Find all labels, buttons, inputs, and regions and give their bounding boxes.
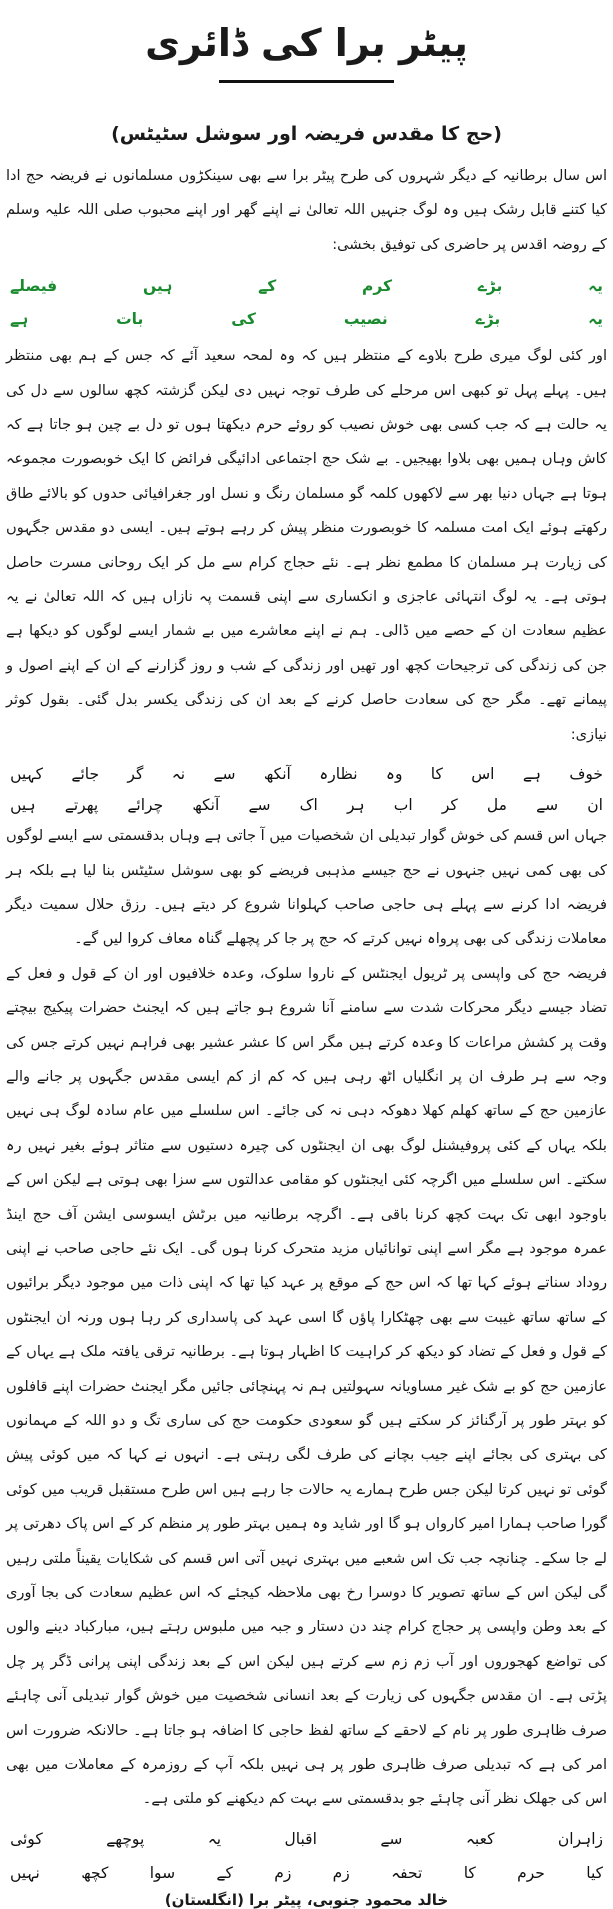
paragraph-body-2: جہاں اس قسم کی خوش گوار تبدیلی ان شخصیات میں آ جاتی ہے وہاں بدقسمتی سے ایسے لوگوں کی بھی کمی نہیں جنہوں نے حج جیسے مذہبی فریضے کو بھی سوشل سٹیٹس بنا لیا ہے بلکہ ہر فریضہ ادا کرنے سے پہلے ہی حاجی صاحب کہلوانا شروع کر دیتے ہیں۔ رزق حلال سمیت دیگر معاملات زندگی کی بھی پرواہ نہیں کرتے کہ حج پر جا کر پچھلے گناہ معاف کروا لیں گے۔ — [6, 827, 607, 948]
verse-word: کیا — [586, 1863, 603, 1882]
verse-word: حرم — [517, 1863, 545, 1882]
verse-word: وہ — [385, 765, 403, 784]
verse-line-kausar-1 — [6, 760, 607, 788]
column-subtitle: (حج کا مقدس فریضہ اور سوشل سٹیٹس) — [111, 123, 502, 145]
verse-word: کوئی — [10, 1829, 43, 1848]
verse-word: بڑے — [475, 310, 501, 329]
verse-word: کچھ — [81, 1863, 109, 1882]
verse-word: آنکھ — [263, 765, 291, 784]
verse-word: فیصلے — [10, 277, 58, 296]
verse-word: ہیں — [10, 796, 36, 815]
verse-word: پوچھے — [106, 1829, 145, 1848]
verse-word: چرائے — [127, 796, 164, 815]
verse-word: تحفہ — [391, 1863, 423, 1882]
paragraph-intro: اس سال برطانیہ کے دیگر شہروں کی طرح پیٹر برا سے بھی سینکڑوں مسلمانوں نے فریضہ حج ادا کیا کتنے قابل رشک ہیں وہ لوگ جنہیں اللہ تعالیٰ نے اپنے گھر اور اپنے محبوب صلی اللہ علیہ وسلم کے روضہ اقدس پر حاضری کی توفیق بخشی: — [6, 167, 607, 253]
title-underline — [219, 80, 394, 83]
verse-word: ہیں — [142, 277, 173, 296]
verse-word: نصیب — [343, 310, 388, 329]
verse-word: ہر — [346, 796, 365, 815]
verse-word: سوا — [149, 1863, 176, 1882]
verse-line-green-1 — [6, 272, 607, 300]
verse-word: کر — [441, 796, 458, 815]
verse-word: کا — [463, 1863, 476, 1882]
author-signature: خالد محمود جنوبی، پیٹر برا (انگلستان) — [164, 1890, 449, 1909]
verse-word: آنکھ — [192, 796, 220, 815]
verse-word: زم — [332, 1863, 350, 1882]
verse-word: اس — [471, 765, 495, 784]
paragraph-body-3: فریضہ حج کی واپسی پر ٹریول ایجنٹس کے ناروا سلوک، وعدہ خلافیوں اور ان کے قول و فعل کے تضاد جیسے دیگر محرکات شدت سے سامنے آنا شروع ہو جاتے ہیں کہ ایجنٹ حضرات پیکیج بیچتے وقت پر کشش مراعات کا وعدہ کرتے ہیں مگر اس کا عشر عشیر بھی فراہم نہیں کرتے جس کی وجہ سے ہر طرف ان پر انگلیاں اٹھ رہی ہیں کہ کم از کم ایسی مقدس جگہوں پر جانے والے عازمین حج کے ساتھ کھلم کھلا دھوکہ دہی نہ کی جائے۔ اس سلسلے میں عام سادہ لوگ ہی نہیں بلکہ یہاں کے کئی پروفیشنل لوگ بھی ان ایجنٹوں کی چیرہ دستیوں سے متاثر ہوئے بغیر نہیں رہ سکتے۔ اس سلسلے میں اگرچہ کئی ایجنٹوں کو مقامی عدالتوں سے سزا بھی ہوتی ہے لیکن اس کے باوجود ابھی تک بہت کچھ کرنا باقی ہے۔ اگرچہ برطانیہ میں برٹش ایسوسی ایشن آف حج اینڈ عمرہ موجود ہے مگر اسے اپنی توانائیاں مزید متحرک کرنا ہوں گی۔ ایک نئے حاجی صاحب نے اپنی روداد سناتے ہوئے کہا تھا کہ اس حج کے موقع پر عہد کیا تھا کہ اپنی ذات میں موجود دیگر برائیوں کے ساتھ ساتھ غیبت سے بھی چھٹکارا پاؤں گا اسی عہد کی پاسداری کر رہا ہوں ورنہ ان ایجنٹوں کے قول و فعل کے تضاد کو دیکھ کر کراہیت کا اظہار ہوتا ہے۔ برطانیہ ترقی یافتہ ملک ہے یہاں کے عازمین حج کو بے شک غیر مساویانہ سہولتیں ہم نہ پہنچائی جائیں مگر ایجنٹ حضرات اپنے قافلوں کو بہتر طور پر آرگنائز کر سکتے ہیں گو سعودی حکومت حج کی ساری تگ و دو اللہ کے مہمانوں کی بہتری کی بجائے اپنے جیب بچانے کی طرف لگی رہتی ہے۔ انہوں نے کہا کہ میں کوئی پیش گوئی تو نہیں کرتا لیکن جس طرح ہمارے یہ حالات جا رہے ہیں اس طرح مستقبل قریب میں کوئی گورا صاحب ہمارا امیر کارواں ہو گا اور شاید وہ ہمیں بہتر طور پر منظم کر کے اس پاک دھرتی پر لے جا سکے۔ چنانچہ جب تک اس شعبے میں بہتری نہیں آتی اس قسم کی شکایات یقیناً ملتی رہیں گی لیکن اس کے ساتھ تصویر کا دوسرا رخ بھی ملاحظہ کیجئے کہ اس عظیم سعادت کی بجا آوری کے بعد وطن واپسی پر حجاج کرام چند دن دستار و جبہ میں ملبوس رہتے ہیں، مبارکباد دینے والوں کی تواضع کھجوروں اور آب زم زم سے کرتے ہیں لیکن اس کے بعد زندگی اپنی پرانی ڈگر پر چل پڑتی ہے۔ ان مقدس جگہوں کی زیارت کے بعد انسانی شخصیت میں خوش گوار تبدیلی آنی چاہئے صرف ظاہری طور پر نام کے لاحقے کے ساتھ لفظ حاجی کا اضافہ ہو جاتا ہے۔ حالانکہ ضرورت اس امر کی ہے کہ تبدیلی صرف ظاہری طور پر ہی نہیں بلکہ آپ کے روزمرہ کے معاملات میں بھی اس کی جھلک نظر آنی چاہئے جو بدقسمتی سے بہت کم دیکھنے کو ملتی ہے۔ — [6, 964, 607, 1808]
verse-word: زم — [274, 1863, 292, 1882]
verse-word: سے — [213, 765, 236, 784]
verse-word: پھرتے — [64, 796, 99, 815]
verse-word: بات — [116, 310, 144, 329]
verse-word: کعبہ — [465, 1829, 495, 1848]
verse-word: اک — [299, 796, 318, 815]
verse-word: کا — [430, 765, 443, 784]
verse-word: ان — [587, 796, 603, 815]
verse-line-green-2 — [6, 305, 607, 333]
verse-word: نہیں — [10, 1863, 40, 1882]
verse-word: سے — [536, 796, 559, 815]
verse-word: گر — [127, 765, 144, 784]
verse-word: نظارہ — [319, 765, 358, 784]
verse-word: اب — [393, 796, 413, 815]
verse-line-final-2 — [6, 1859, 607, 1887]
verse-word: سے — [380, 1829, 403, 1848]
verse-word: کہیں — [10, 765, 44, 784]
verse-word: مل — [486, 796, 507, 815]
verse-word: یہ — [588, 310, 603, 329]
verse-word: یہ — [588, 277, 603, 296]
verse-word: سے — [248, 796, 271, 815]
verse-word: نہ — [171, 765, 186, 784]
verse-word: کے — [258, 277, 277, 296]
verse-word: اقبال — [284, 1829, 317, 1848]
verse-word: خوف — [569, 765, 603, 784]
verse-word: کرم — [361, 277, 393, 296]
verse-word: ہے — [10, 310, 29, 329]
verse-word: جائے — [71, 765, 100, 784]
verse-line-final-1 — [6, 1825, 607, 1853]
verse-word: کی — [231, 310, 256, 329]
verse-word: زاہران — [557, 1829, 603, 1848]
paragraph-body-1: اور کئی لوگ میری طرح بلاوے کے منتظر ہیں کہ وہ لمحہ سعید آئے کہ جس کے ہم بھی منتظر ہیں۔ پہلے پہل تو کبھی اس مرحلے کی طرف توجہ نہیں دی لیکن گزشتہ کچھ سالوں سے دل کی یہ حالت ہے کہ جب کسی بھی خوش نصیب کو روئے حرم دیکھتا ہوں تو دل بے چین ہو جاتا ہے کہ کاش وہاں ہمیں بھی بلاوا بھیجیں۔ بے شک حج اجتماعی ادائیگی فرائض کا ایک خوبصورت مجموعہ ہوتا ہے جہاں دنیا بھر سے لاکھوں کلمہ گو مسلمان رنگ و نسل اور جغرافیائی حدوں کو بالائے طاق رکھتے ہوئے ایک امت مسلمہ کا خوبصورت منظر پیش کر رہے ہوتے ہیں۔ ایسی دو مقدس جگہوں کی زیارت ہر مسلمان کا مطمع نظر ہے۔ نئے حجاج کرام سے مل کر ایک روحانی مسرت حاصل ہوتی ہے۔ یہ لوگ انتہائی عاجزی و انکساری سے اپنی قسمت پہ نازاں ہیں کہ اللہ تعالیٰ نے یہ عظیم سعادت ان کے حصے میں ڈالی۔ ہم نے اپنے معاشرے میں بے شمار ایسے لوگوں کو دیکھا ہے جن کی زندگی کی ترجیحات کچھ اور تھیں اور زندگی کے شب و روز گزارنے کے ان کے اپنے اصول و پیمانے تھے۔ مگر حج کی سعادت حاصل کرنے کے بعد ان کی زندگی یکسر بدل گئی۔ بقول کوثر نیازی: — [6, 347, 607, 743]
verse-word: بڑے — [477, 277, 503, 296]
verse-word: کے — [216, 1863, 233, 1882]
column-title: پیٹر برا کی ڈائری — [145, 21, 468, 65]
verse-word: ہے — [522, 765, 541, 784]
verse-line-kausar-2 — [6, 791, 607, 819]
verse-word: یہ — [207, 1829, 222, 1848]
